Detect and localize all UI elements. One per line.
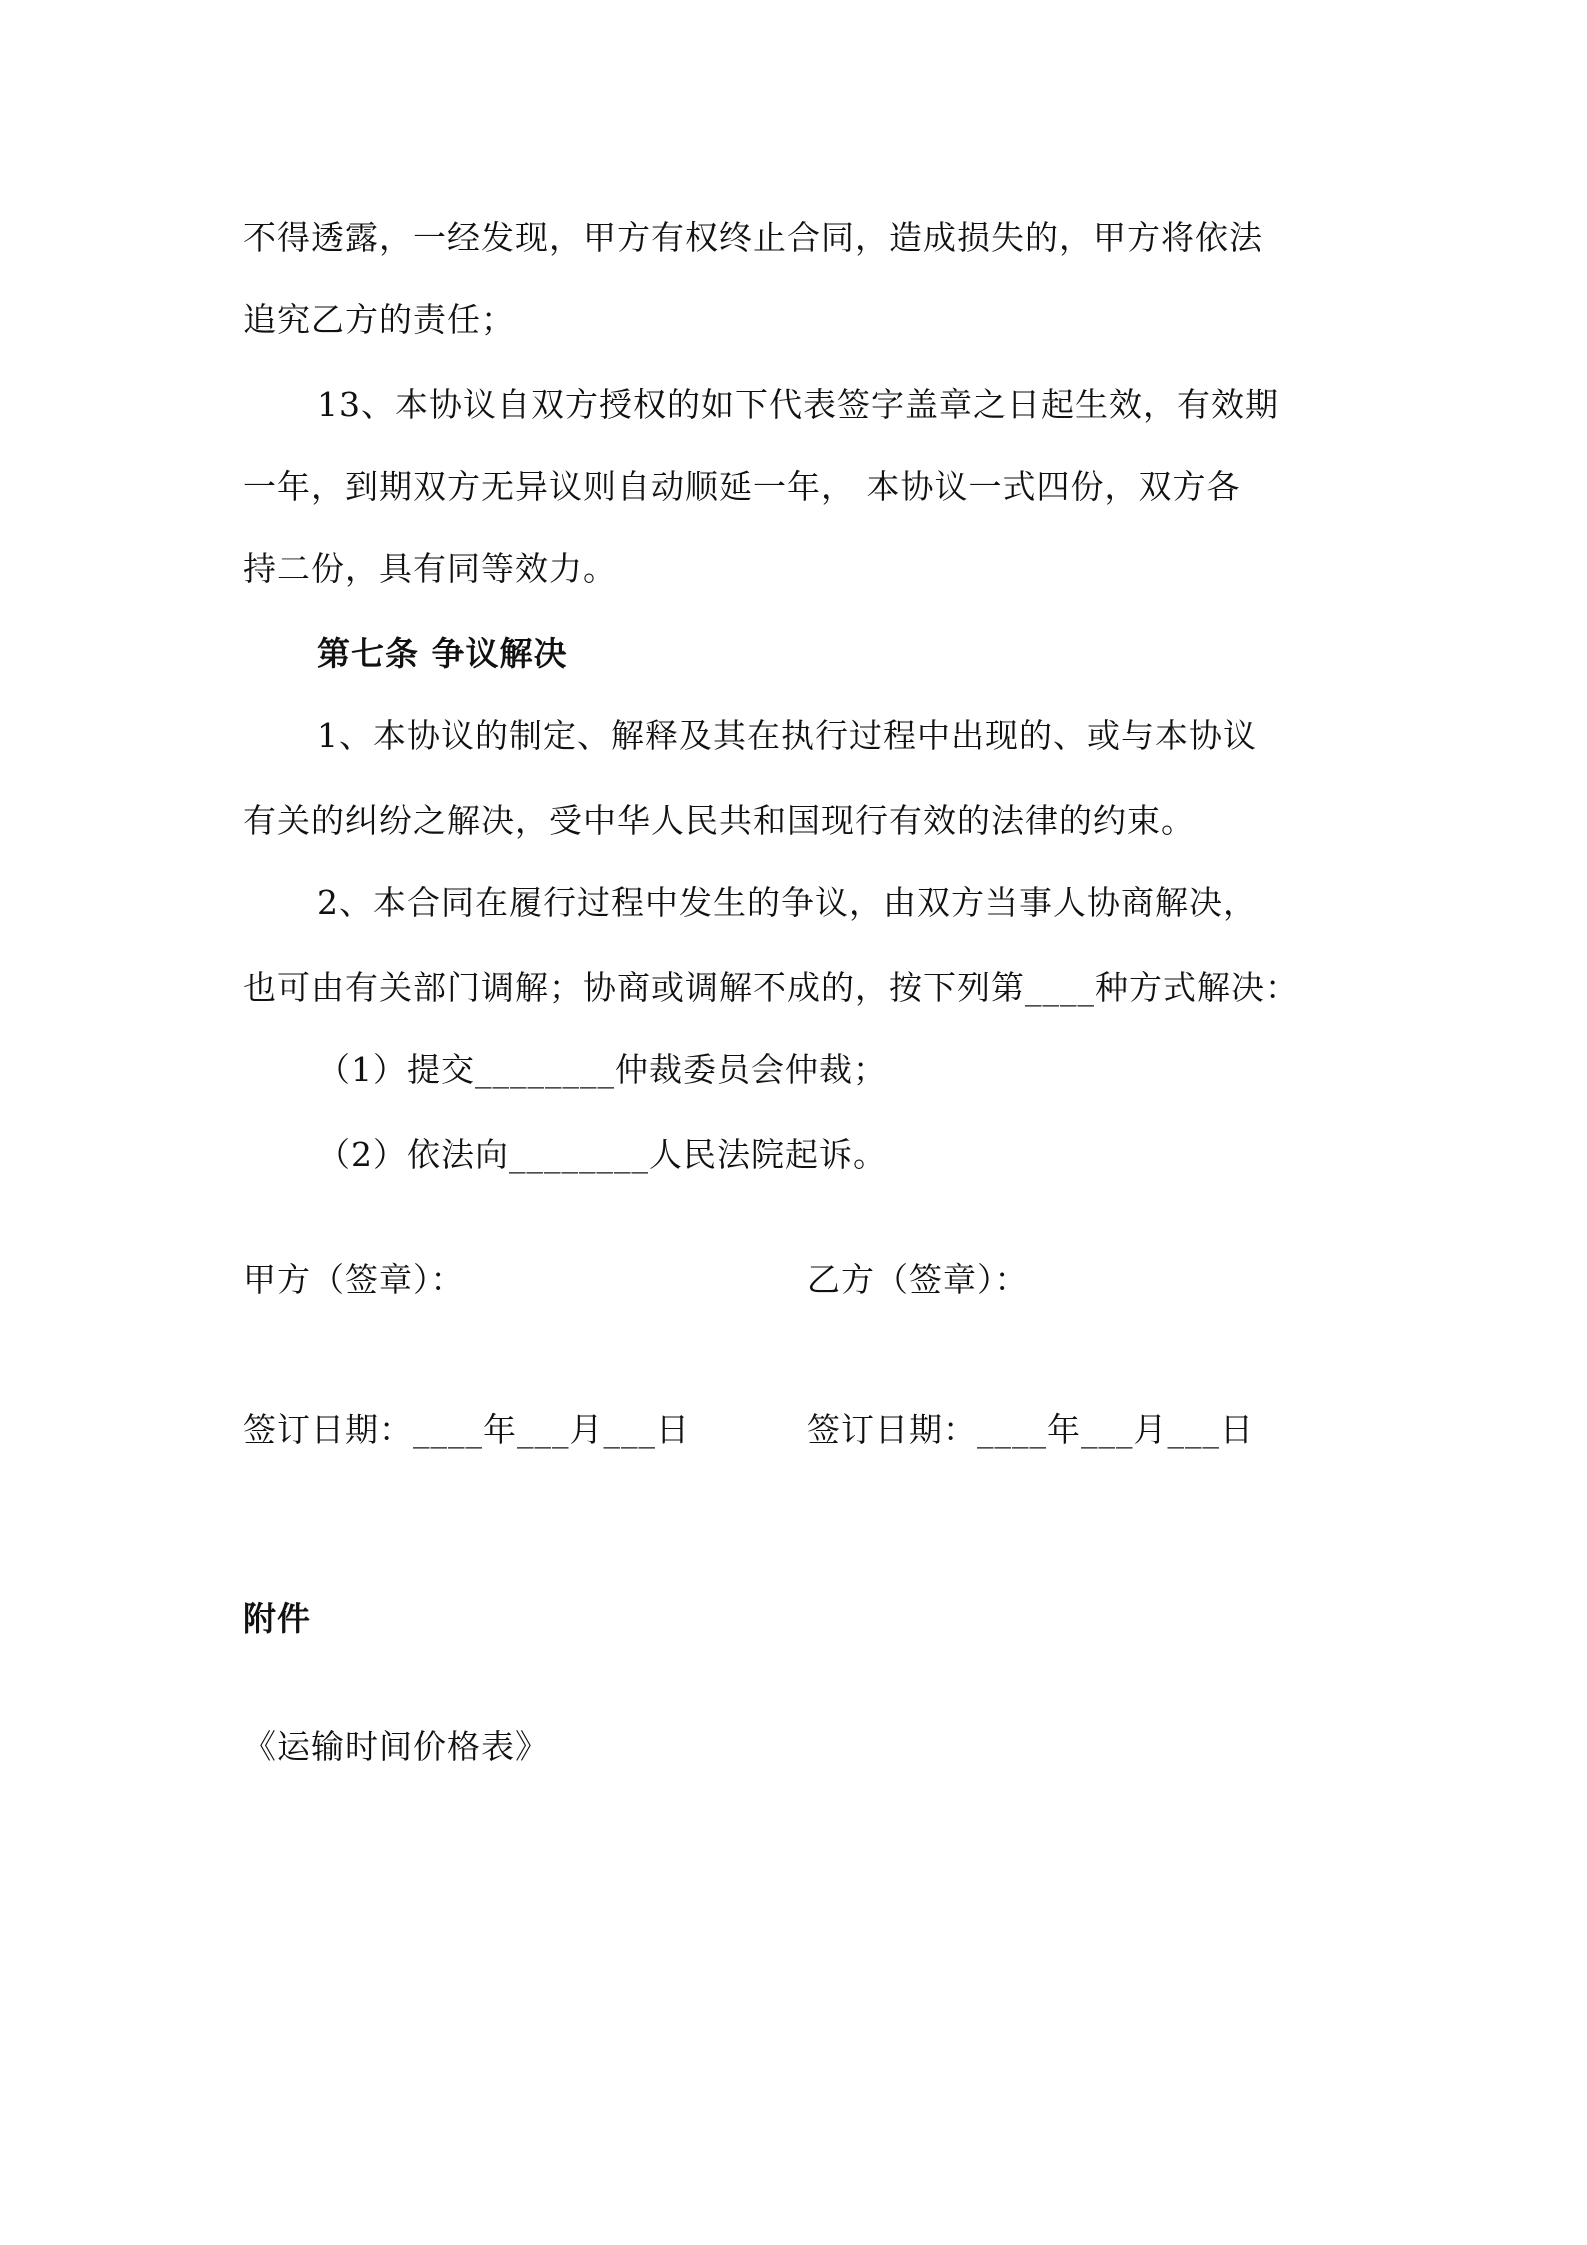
clause12-line1: 不得透露，一经发现，甲方有权终止合同，造成损失的，甲方将依法: [243, 218, 1263, 257]
clause13-line2: 一年，到期双方无异议则自动顺延一年， 本协议一式四份，双方各: [243, 467, 1241, 506]
article7-option1: （1）提交________仲裁委员会仲裁；: [317, 1050, 887, 1089]
clause13-line1: 13、本协议自双方授权的如下代表签字盖章之日起生效，有效期: [317, 385, 1279, 424]
article7-item1-line1: 1、本协议的制定、解释及其在执行过程中出现的、或与本协议: [317, 716, 1257, 755]
clause13-line3: 持二份，具有同等效力。: [243, 549, 617, 588]
attachment-item: 《运输时间价格表》: [243, 1727, 549, 1766]
article7-option2: （2）依法向________人民法院起诉。: [317, 1135, 887, 1174]
attachment-heading: 附件: [243, 1599, 311, 1638]
party-b-signature-label: 乙方（签章）：: [807, 1260, 1029, 1299]
party-a-signature-label: 甲方（签章）：: [243, 1260, 465, 1299]
article7-item2-line2: 也可由有关部门调解；协商或调解不成的，按下列第____种方式解决：: [243, 968, 1299, 1007]
article7-item1-line2: 有关的纠纷之解决，受中华人民共和国现行有效的法律的约束。: [243, 801, 1195, 840]
article7-item2-line1: 2、本合同在履行过程中发生的争议，由双方当事人协商解决，: [317, 883, 1257, 922]
party-b-sign-date: 签订日期：____年___月___日: [807, 1410, 1254, 1449]
article7-heading: 第七条 争议解决: [317, 634, 568, 673]
party-a-sign-date: 签订日期：____年___月___日: [243, 1410, 690, 1449]
clause12-line2: 追究乙方的责任；: [243, 300, 515, 339]
